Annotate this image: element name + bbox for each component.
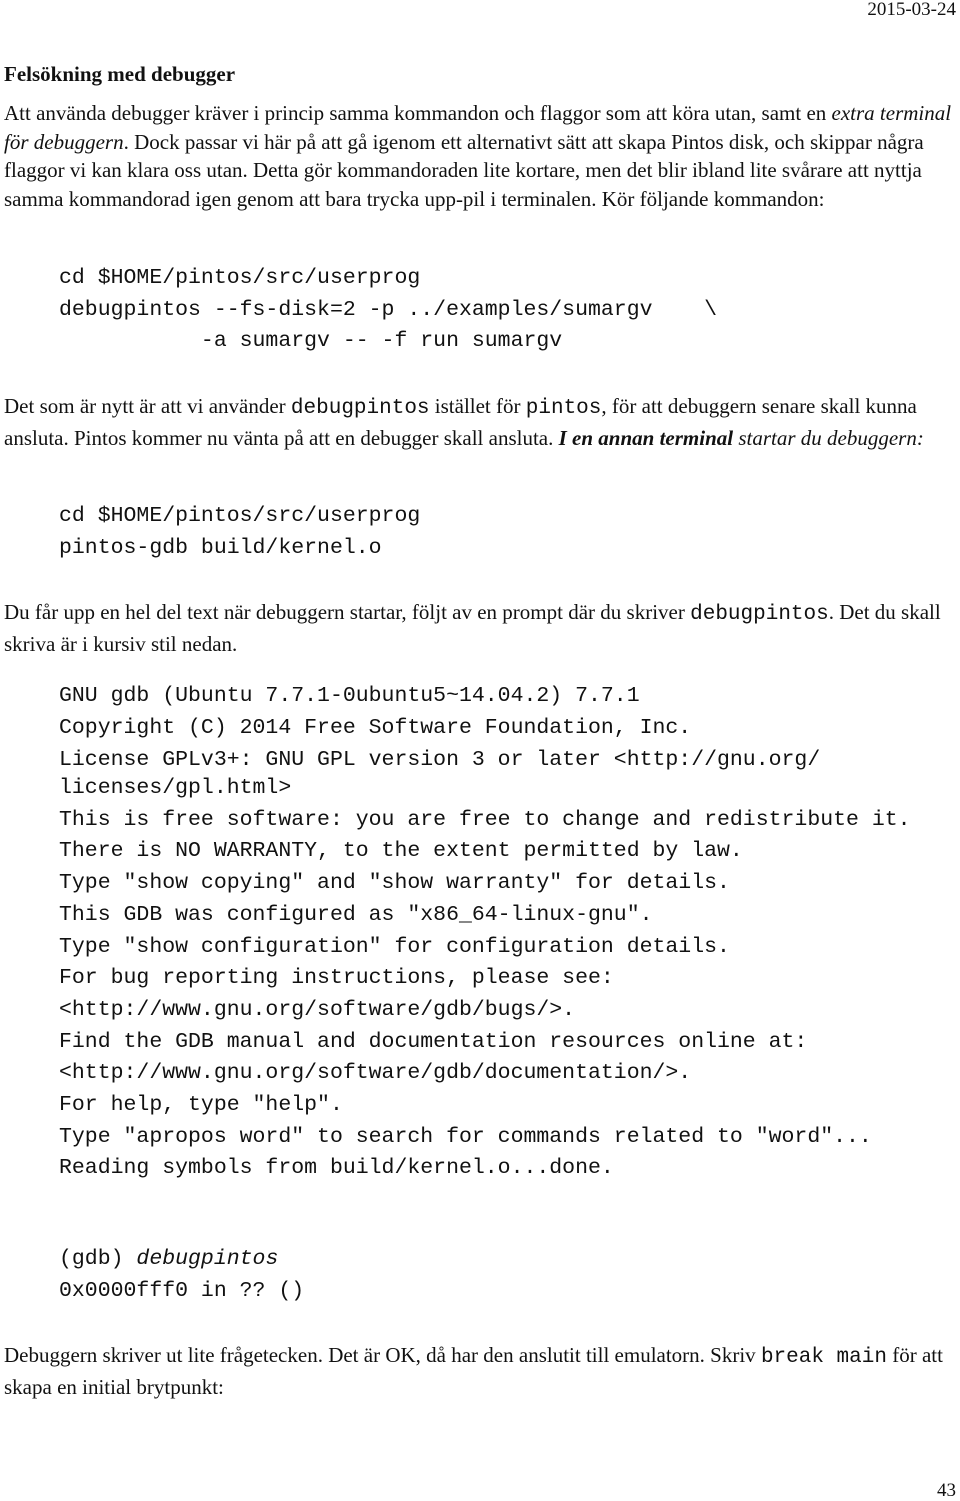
gdb-output-line: License GPLv3+: GNU GPL version 3 or later <http://gnu.org/ licenses/gpl.html>	[59, 748, 821, 801]
inline-code: debugpintos	[690, 603, 829, 626]
explain-paragraph-break	[4, 1341, 956, 1401]
gdb-output-line: There is NO WARRANTY, to the extent permitted by law.	[59, 839, 743, 864]
explain-text: istället för	[429, 394, 526, 418]
gdb-output-line: <http://www.gnu.org/software/gdb/bugs/>.	[59, 997, 576, 1022]
intro-paragraph	[4, 99, 956, 213]
gdb-output-line: This GDB was configured as "x86_64-linux-gnu".	[59, 902, 653, 927]
gdb-output-line: <http://www.gnu.org/software/gdb/documentation/>.	[59, 1061, 692, 1086]
explain-text: för att skapa en initial brytpunkt:	[4, 1343, 943, 1399]
inline-code: debugpintos	[290, 397, 430, 420]
command-block-server	[59, 263, 959, 358]
intro-text-2: . Dock passar vi här på att gå igenom ett alternativt sätt att skapa Pintos disk, och skippar några flaggor vi kan klara oss utan. Detta gör kommandoraden lite kortare, men det blir ibland lite svårare att nyttja samma kommandorad igen genom att bara trycka upp-pil i terminalen. Kör följande kommandon:	[4, 129, 924, 211]
gdb-prompt-line	[59, 1244, 959, 1276]
gdb-output-line: Type "apropos word" to search for commands related to "word"...	[59, 1124, 872, 1149]
gdb-output-line: Type "show configuration" for configuration details.	[59, 934, 730, 959]
intro-text-1: Att använda debugger kräver i princip samma kommandon och flaggor som att köra utan, samt en	[4, 101, 832, 125]
document-date: 2015-03-24	[867, 0, 956, 20]
command-line: -a sumargv -- -f run sumargv	[59, 329, 563, 354]
command-line: cd $HOME/pintos/src/userprog	[59, 504, 421, 528]
page-number: 43	[937, 1480, 956, 1501]
gdb-output-line: For bug reporting instructions, please see:	[59, 966, 614, 991]
gdb-output-line: This is free software: you are free to change and redistribute it.	[59, 808, 911, 833]
gdb-output-line: For help, type "help".	[59, 1093, 343, 1118]
explain-text: , för att debuggern senare skall kunna ansluta. Pintos kommer nu vänta på att en debugger skall ansluta.	[4, 394, 917, 450]
emphasis-text: I en annan terminal	[558, 425, 734, 450]
section-heading: Felsökning med debugger	[4, 62, 236, 86]
gdb-output-line: Copyright (C) 2014 Free Software Foundation, Inc.	[59, 715, 692, 740]
command-line: pintos-gdb build/kernel.o	[59, 535, 382, 560]
gdb-output-line: Reading symbols from build/kernel.o...done.	[59, 1156, 614, 1181]
command-block-gdb	[59, 501, 959, 564]
gdb-output-line: Type "show copying" and "show warranty" for details.	[59, 871, 730, 896]
inline-code: pintos	[525, 397, 602, 420]
explain-text: Du får upp en hel del text när debuggern startar, följt av en prompt där du skriver	[4, 600, 691, 624]
gdb-session-block	[59, 1244, 959, 1307]
inline-code: break main	[760, 1346, 887, 1369]
gdb-output-line: Find the GDB manual and documentation resources online at:	[59, 1029, 808, 1054]
explain-paragraph-gdb	[4, 598, 956, 658]
command-line: debugpintos --fs-disk=2 -p ../examples/sumargv \	[59, 297, 718, 322]
gdb-output-block	[59, 681, 959, 1185]
gdb-prompt: (gdb)	[59, 1247, 137, 1271]
intro-italic: extra terminal för debuggern	[4, 101, 952, 154]
command-line: cd $HOME/pintos/src/userprog	[59, 266, 421, 290]
explain-text: Debuggern skriver ut lite frågetecken. Det är OK, då har den anslutit till emulatorn. Skriv	[4, 1343, 761, 1367]
explain-paragraph-debugpintos	[4, 392, 956, 452]
italic-text: startar du debuggern:	[733, 425, 924, 450]
gdb-typed-command: debugpintos	[136, 1247, 279, 1271]
explain-text: . Det du skall skriva är i kursiv stil nedan.	[4, 600, 941, 656]
gdb-output-line: GNU gdb (Ubuntu 7.7.1-0ubuntu5~14.04.2) 7.7.1	[59, 684, 640, 708]
explain-text: Det som är nytt är att vi använder	[4, 394, 291, 418]
gdb-response-line: 0x0000fff0 in ?? ()	[59, 1278, 305, 1303]
